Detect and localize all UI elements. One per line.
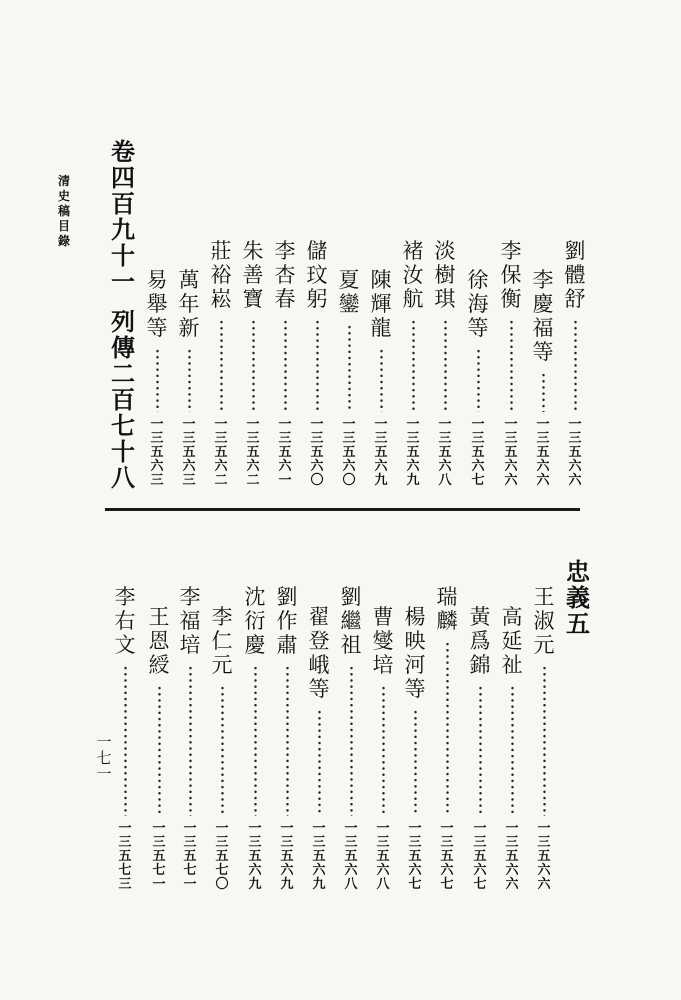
toc-page-number: 一 三 五 六 七: [408, 821, 422, 892]
toc-entry-name: 劉 作 肅: [276, 585, 298, 657]
toc-page-number: 一 三 五 六 八: [376, 821, 390, 892]
dot-leader: [158, 685, 161, 816]
dot-leader: [543, 665, 546, 816]
toc-page-number: 一 三 五 六 九: [374, 417, 388, 488]
toc-page-number: 一 三 五 七 一: [152, 821, 166, 892]
dot-leader: [542, 372, 545, 412]
toc-entry-name: 高 延 祉: [501, 605, 523, 677]
toc-entry-name: 淡 樹 琪: [434, 239, 456, 311]
toc-entry-name: 李 慶 福 等: [532, 268, 554, 364]
section-heading: 忠 義 五: [566, 557, 590, 638]
dot-leader: [477, 348, 480, 412]
toc-entry-name: 褚 汝 航: [402, 239, 424, 311]
toc-entry-name: 瑞 麟: [436, 585, 458, 633]
toc-entry-name: 劉 體 舒: [564, 239, 586, 311]
dot-leader: [221, 685, 224, 816]
toc-page-number: 一 三 五 六 九: [406, 417, 420, 488]
toc-page-number: 一 三 五 七 〇: [215, 821, 229, 892]
dot-leader: [318, 709, 321, 816]
toc-entry-name: 李 福 培: [179, 585, 201, 657]
toc-page-number: 一 三 五 六 六: [536, 417, 550, 488]
toc-page-number: 一 三 五 六 〇: [342, 417, 356, 488]
toc-page-number: 一 三 五 七 三: [118, 821, 132, 892]
dot-leader: [220, 319, 223, 412]
toc-page-number: 一 三 五 六 二: [246, 417, 260, 488]
toc-page-number: 一 三 五 六 八: [438, 417, 452, 488]
section-divider: [105, 508, 580, 511]
toc-entry-name: 王 淑 元: [533, 585, 555, 657]
toc-page-number: 一 三 五 六 九: [312, 821, 326, 892]
dot-leader: [479, 685, 482, 816]
toc-entry-name: 易 舉 等: [146, 268, 168, 340]
toc-entry-name: 莊 裕 崧: [210, 239, 232, 311]
toc-page-number: 一 三 五 六 三: [182, 417, 196, 488]
toc-page-number: 一 三 五 六 三: [150, 417, 164, 488]
toc-page-number: 一 三 五 六 六: [505, 821, 519, 892]
toc-entry-name: 李 保 衡: [500, 239, 522, 311]
dot-leader: [350, 665, 353, 816]
toc-entry-name: 萬 年 新: [178, 268, 200, 340]
dot-leader: [254, 665, 257, 816]
toc-page-number: 一 三 五 七 一: [183, 821, 197, 892]
dot-leader: [284, 319, 287, 412]
toc-page-number: 一 三 五 六 八: [344, 821, 358, 892]
toc-page-number: 一 三 五 六 七: [473, 821, 487, 892]
toc-page-number: 一 三 五 六 一: [278, 417, 292, 488]
toc-page-number: 一 三 五 六 六: [537, 821, 551, 892]
toc-entry-name: 李 杏 春: [274, 239, 296, 311]
section-heading: 卷 四 百 九 十 一 列 傳 二 百 七 十 八: [111, 137, 135, 492]
dot-leader: [156, 348, 159, 412]
dot-leader: [412, 319, 415, 412]
dot-leader: [348, 324, 351, 412]
dot-leader: [511, 685, 514, 816]
toc-page-number: 一 三 五 六 六: [568, 417, 582, 488]
toc-page-number: 一 三 五 六 六: [504, 417, 518, 488]
toc-entry-name: 陳 輝 龍: [370, 268, 392, 340]
dot-leader: [380, 348, 383, 412]
dot-leader: [574, 319, 577, 412]
toc-page-number: 一 三 五 六 〇: [310, 417, 324, 488]
toc-entry-name: 李 仁 元: [211, 605, 233, 677]
dot-leader: [124, 665, 127, 816]
toc-entry-name: 楊 映 河 等: [404, 605, 426, 701]
toc-entry-name: 李 右 文: [114, 585, 136, 657]
toc-page-number: 一 三 五 六 七: [440, 821, 454, 892]
toc-entry-name: 夏 鑾: [338, 268, 360, 316]
toc-page-number: 一 三 五 六 九: [280, 821, 294, 892]
dot-leader: [189, 665, 192, 816]
dot-leader: [286, 665, 289, 816]
dot-leader: [510, 319, 513, 412]
toc-entry-name: 王 恩 綬: [148, 605, 170, 677]
running-title: 清 史 稿 目 錄: [57, 174, 70, 248]
dot-leader: [414, 709, 417, 816]
dot-leader: [444, 319, 447, 412]
toc-entry-name: 翟 登 峨 等: [308, 605, 330, 701]
toc-entry-name: 儲 玟 躬: [306, 239, 328, 311]
toc-page-number: 一 三 五 六 九: [248, 821, 262, 892]
dot-leader: [316, 319, 319, 412]
toc-page-number: 一 三 五 六 二: [214, 417, 228, 488]
toc-entry-name: 黃 爲 錦: [469, 605, 491, 677]
dot-leader: [382, 685, 385, 816]
toc-page-number: 一 三 五 六 七: [471, 417, 485, 488]
toc-entry-name: 朱 善 寶: [242, 239, 264, 311]
dot-leader: [188, 348, 191, 412]
toc-entry-name: 徐 海 等: [467, 268, 489, 340]
toc-entry-name: 沈 衍 慶: [244, 585, 266, 657]
toc-entry-name: 劉 繼 祖: [340, 585, 362, 657]
toc-entry-name: 曹 燮 培: [372, 605, 394, 677]
dot-leader: [252, 319, 255, 412]
dot-leader: [446, 641, 449, 816]
page-folio: 一 七 一: [96, 733, 112, 783]
